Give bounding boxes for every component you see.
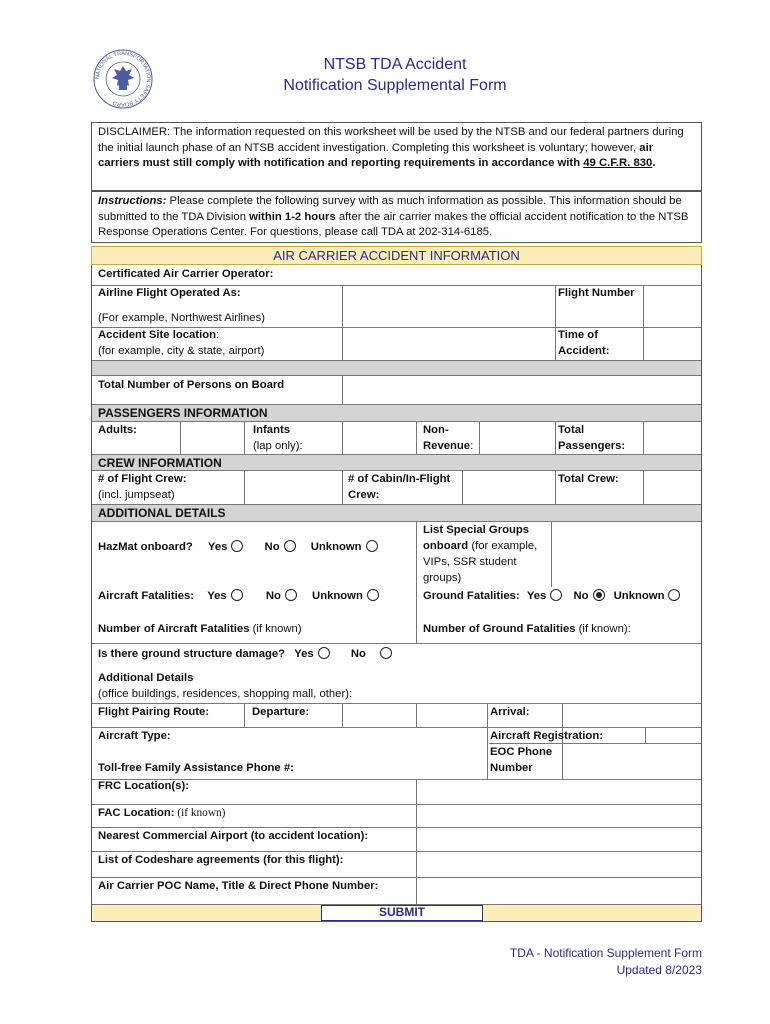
ground-damage-row: Is there ground structure damage? Yes No <box>98 646 392 662</box>
footer-line1: TDA - Notification Supplement Form <box>509 946 702 960</box>
aircraft-fatalities-yes-radio[interactable] <box>231 589 243 601</box>
form-title-line1: NTSB TDA Accident <box>323 56 467 73</box>
ground-damage-no-radio[interactable] <box>380 647 392 659</box>
operator-field[interactable] <box>342 265 701 285</box>
aircraft-fatalities-unknown-radio[interactable] <box>367 589 379 601</box>
nearest-airport-label: Nearest Commercial Airport (to accident location): <box>98 830 369 842</box>
hazmat-no-radio[interactable] <box>284 540 296 552</box>
arrival-field[interactable] <box>563 704 701 727</box>
codeshare-field[interactable] <box>417 852 701 877</box>
additional-details-example: (office buildings, residences, shopping mall, other): <box>98 688 353 700</box>
operator-label: Certificated Air Carrier Operator: <box>98 268 274 280</box>
additional-header: ADDITIONAL DETAILS <box>98 506 226 520</box>
submit-button[interactable]: SUBMIT <box>321 905 483 921</box>
flight-crew-label: # of Flight Crew: <box>98 473 187 485</box>
flight-number-field[interactable] <box>644 286 701 327</box>
special-groups-field[interactable] <box>552 522 701 587</box>
infants-note: (lap only): <box>253 440 303 452</box>
toll-free-label: Toll-free Family Assistance Phone #: <box>98 762 294 774</box>
infants-label: Infants <box>253 424 291 436</box>
ground-damage-yes-radio[interactable] <box>318 647 330 659</box>
nearest-airport-field[interactable] <box>417 828 701 851</box>
instructions: Instructions: Please complete the following survey with as much information as possible. This information should be submitted to the TDA Division within 1-2 hours after the air carrier makes the official accident notification to the NTSB Response Operations Center. For questions, please call TDA at 202-314-6185. <box>91 191 702 243</box>
svg-text:NATIONAL TRANSPORTATION SAFETY: NATIONAL TRANSPORTATION SAFETY BOARD <box>94 50 152 108</box>
airline-example: (For example, Northwest Airlines) <box>98 312 265 324</box>
infants-field[interactable] <box>343 422 416 454</box>
accident-form-grid: Certificated Air Carrier Operator: Airline Flight Operated As: (For example, Northwest Airlines) Flight Number Accident Site location: (for example, city & state, airport) Time of Accident: Total Number of Persons on Board PASSENGERS INFORMATION Adults: Infants (lap only): Non- Revenue: Total Passengers: CREW INFORMATION # of Flight Crew: (incl. jumpseat) # of Cabin/In-Flight Crew: Total Crew: ADDITIONAL DETAILS HazMat onboard? Yes No Unknown List Special Groups onboard (for example, VIPs, SSR student groups) Aircraft Fatalities: Yes No Unknown Ground Fatalities: Yes No Unknown Number of Aircraft Fatalities (if known) Number of Ground Fatalities (if known): Is there ground structure damage? Yes No Additional Details (office buildings, residences, shopping mall, other): Flight Pairing Route: Departure: Arrival: Aircraft Type: Aircraft Registration: EOC Phone Number Toll-free Family Assistance Phone #: FRC Location(s): FAC Location: (if known) Nearest Commercial Airport (to accident location): List of Codeshare agreements (for this flight): Air Carrier POC Name, Title & Direct Phone Number: SUBMIT <box>91 265 702 922</box>
flight-crew-note: (incl. jumpseat) <box>98 489 175 501</box>
total-persons-label: Total Number of Persons on Board <box>98 379 285 391</box>
frc-field[interactable] <box>417 780 701 804</box>
total-crew-label: Total Crew: <box>558 473 619 485</box>
additional-details-label: Additional Details <box>98 672 194 684</box>
total-passengers-label: Total Passengers: <box>558 424 626 452</box>
hazmat-yes-radio[interactable] <box>231 540 243 552</box>
non-revenue-field[interactable] <box>480 422 555 454</box>
cabin-crew-label: # of Cabin/In-Flight Crew: <box>348 473 451 501</box>
footer-line2: Updated 8/2023 <box>616 963 702 977</box>
airline-label: Airline Flight Operated As: <box>98 287 241 299</box>
eoc-phone-field[interactable] <box>563 744 701 779</box>
ntsb-seal-logo <box>92 48 154 110</box>
frc-label: FRC Location(s): <box>98 780 189 792</box>
arrival-label: Arrival: <box>490 706 530 718</box>
airline-field[interactable] <box>343 286 555 327</box>
non-revenue-label: Non- <box>423 424 449 436</box>
cfr-830-link[interactable]: 49 C.F.R. 830 <box>583 157 653 169</box>
departure-label: Departure: <box>252 706 310 718</box>
aircraft-registration-label: Aircraft Registration: <box>490 730 603 742</box>
time-field[interactable] <box>644 328 701 360</box>
aircraft-registration-field[interactable] <box>646 728 701 743</box>
aircraft-fatalities-row: Aircraft Fatalities: Yes No Unknown <box>98 588 379 604</box>
section-header: AIR CARRIER ACCIDENT INFORMATION <box>91 246 702 265</box>
num-aircraft-fatalities-label: Number of Aircraft Fatalities (if known) <box>98 623 302 635</box>
poc-field[interactable] <box>417 878 701 904</box>
time-label: Time of Accident: <box>558 329 610 357</box>
disclaimer: DISCLAIMER: The information requested on this worksheet will be used by the NTSB and our federal partners during the initial launch phase of an NTSB accident investigation. Completing this worksheet is voluntary; however, air carriers must still comply with notification and reporting requirements in accordance with 49 C.F.R. 830. <box>91 122 702 191</box>
fac-field[interactable] <box>417 805 701 827</box>
hazmat-row: HazMat onboard? Yes No Unknown <box>98 539 378 555</box>
departure-field[interactable] <box>343 704 487 727</box>
site-label: Accident Site location <box>98 329 217 341</box>
ground-fatalities-yes-radio[interactable] <box>550 589 562 601</box>
site-field[interactable] <box>343 328 555 360</box>
special-groups-label: List Special Groups onboard (for example, VIPs, SSR student groups) <box>423 524 538 584</box>
num-ground-fatalities-label: Number of Ground Fatalities (if known): <box>423 623 631 635</box>
codeshare-label: List of Codeshare agreements (for this flight): <box>98 854 344 866</box>
crew-header: CREW INFORMATION <box>98 456 222 470</box>
site-example: (for example, city & state, airport) <box>98 345 265 357</box>
adults-field[interactable] <box>181 422 244 454</box>
total-crew-field[interactable] <box>644 471 701 504</box>
ground-fatalities-unknown-radio[interactable] <box>668 589 680 601</box>
cabin-crew-field[interactable] <box>463 471 555 504</box>
gray-spacer <box>92 360 701 375</box>
poc-label: Air Carrier POC Name, Title & Direct Phone Number: <box>98 880 379 892</box>
ground-fatalities-row: Ground Fatalities: Yes No Unknown <box>423 588 680 604</box>
pairing-route-label: Flight Pairing Route: <box>98 706 210 718</box>
form-title-line2: Notification Supplemental Form <box>283 77 507 94</box>
total-passengers-field[interactable] <box>644 422 701 454</box>
ground-fatalities-no-radio[interactable] <box>593 589 605 601</box>
total-persons-field[interactable] <box>343 376 701 404</box>
adults-label: Adults: <box>98 424 137 436</box>
fac-label: FAC Location: (if known) <box>98 807 226 819</box>
passengers-header: PASSENGERS INFORMATION <box>98 406 268 420</box>
flight-crew-field[interactable] <box>245 471 342 504</box>
hazmat-unknown-radio[interactable] <box>366 540 378 552</box>
aircraft-fatalities-no-radio[interactable] <box>285 589 297 601</box>
eoc-phone-label: EOC Phone Number <box>490 746 553 774</box>
flight-number-label: Flight Number <box>558 287 635 299</box>
aircraft-type-label: Aircraft Type: <box>98 730 171 742</box>
